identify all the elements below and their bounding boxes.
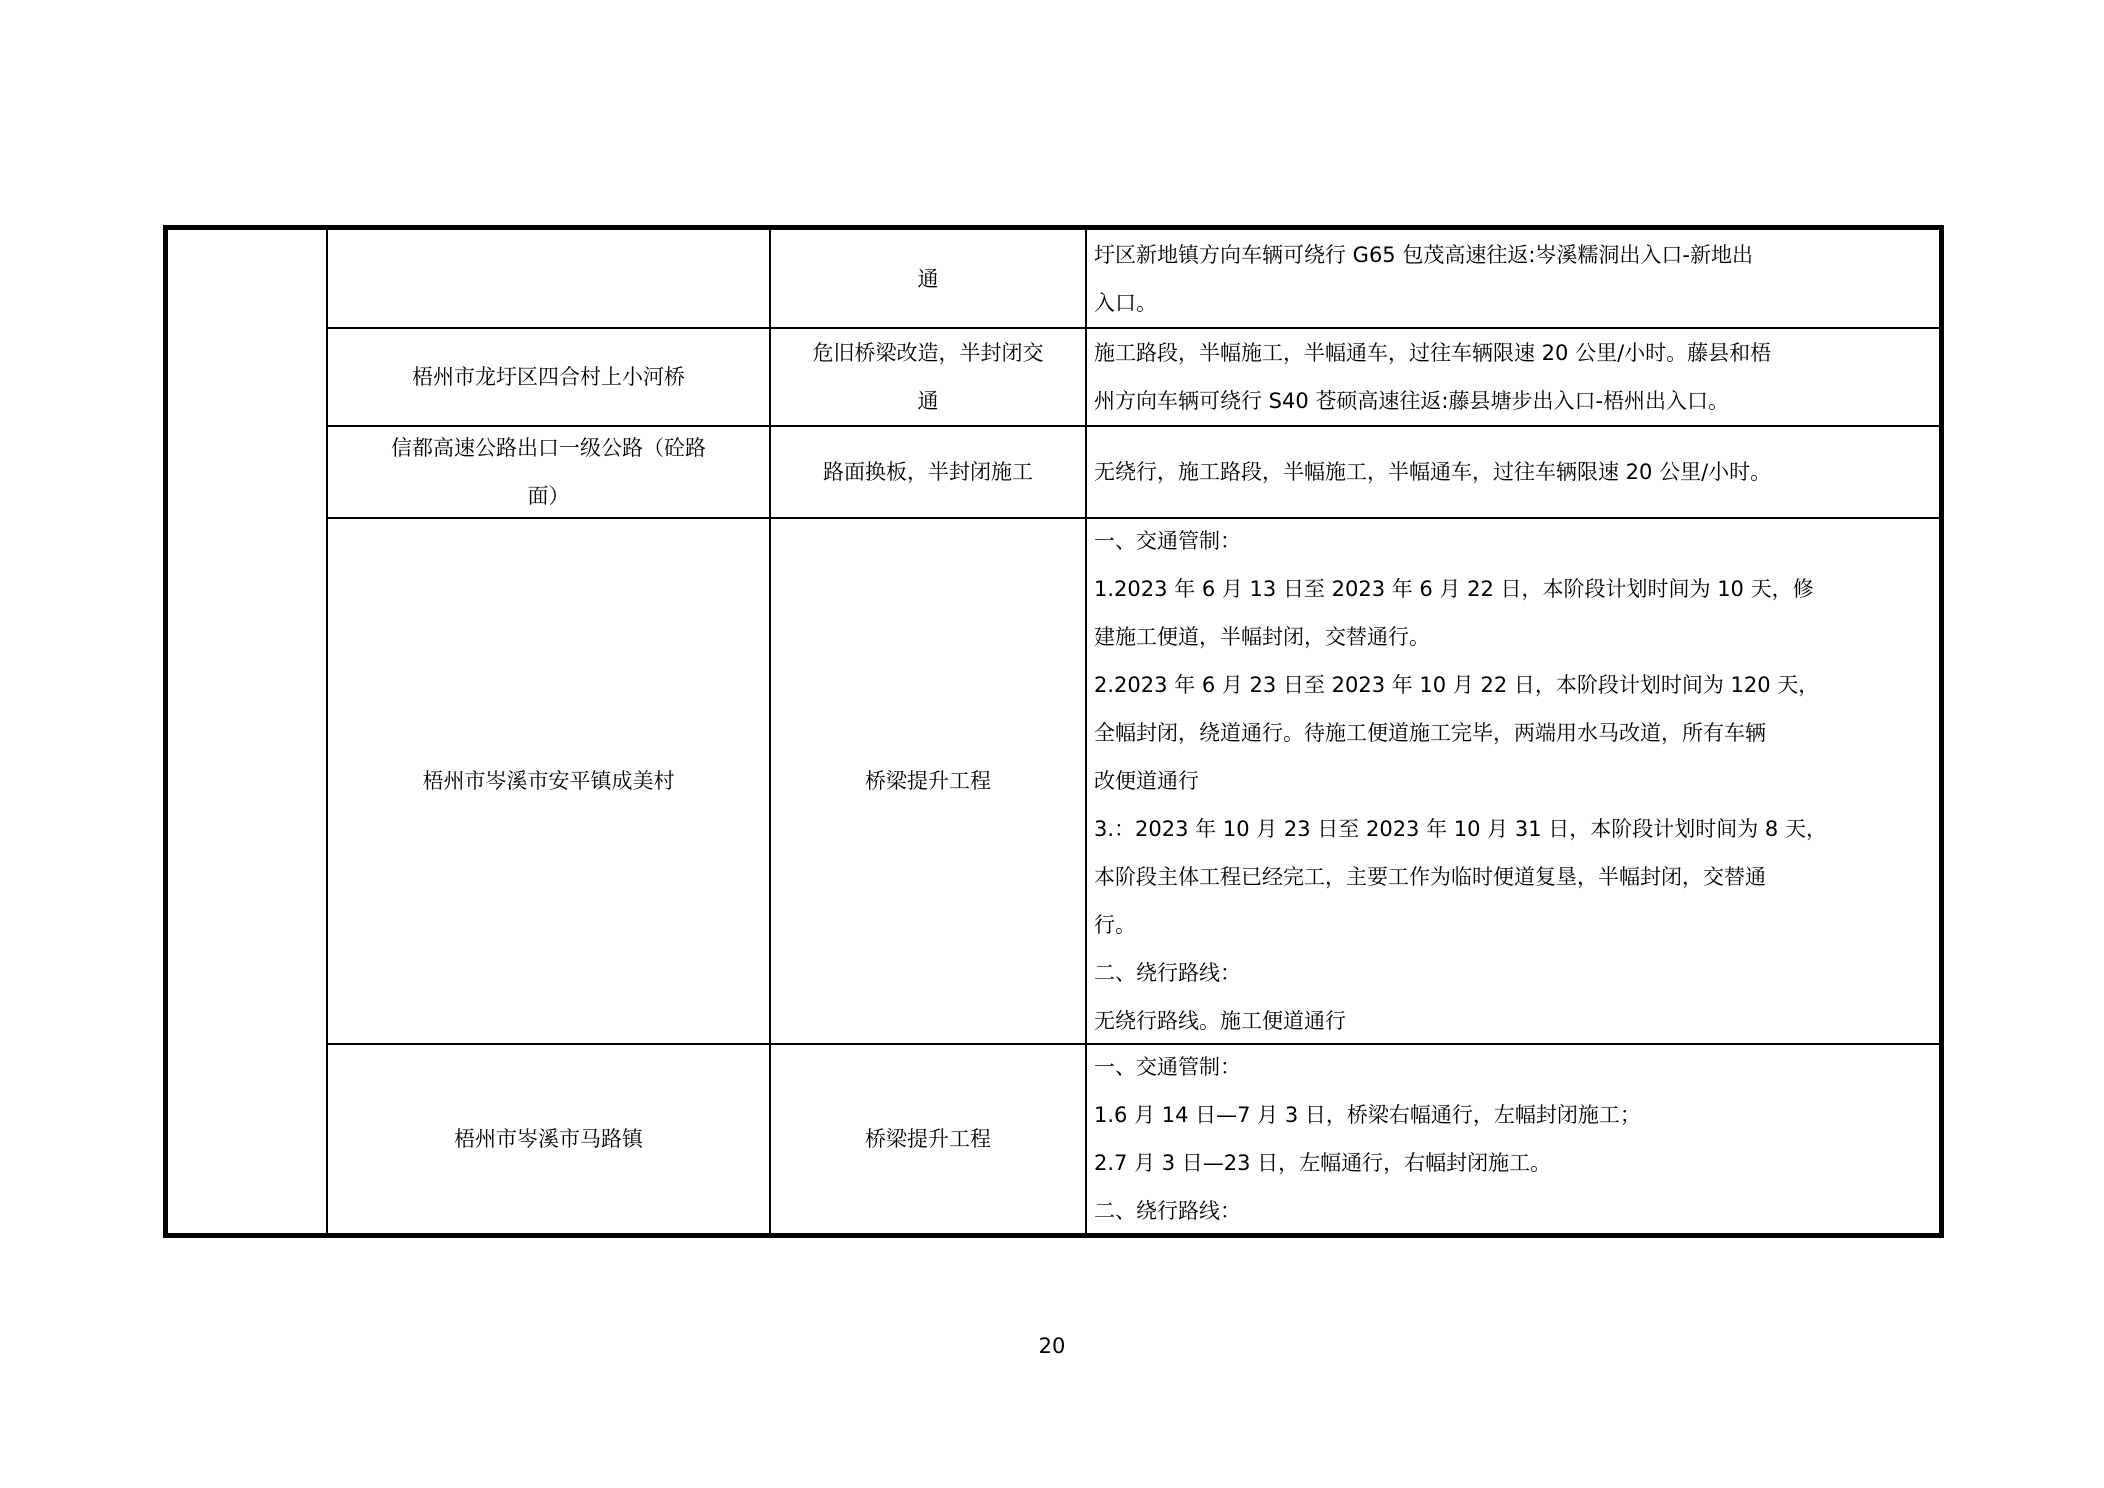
text-line: 圩区新地镇方向车辆可绕行 G65 包茂高速往返:岑溪糯洞出入口-新地出 — [1094, 242, 1753, 267]
text-line: 州方向车辆可绕行 S40 苍硕高速往返:藤县塘步出入口-梧州出入口。 — [1094, 389, 1730, 413]
text-line: 梧州市龙圩区四合村上小河桥 — [412, 365, 685, 389]
location-cell-row4 — [328, 519, 769, 1043]
location-cell-row5 — [328, 1045, 769, 1233]
location-cell-row1 — [328, 230, 769, 327]
text-line: 3.：2023 年 10 月 23 日至 2023 年 10 月 31 日，本阶段计划时间为 8 天， — [1094, 817, 1827, 841]
text-line: 一、交通管制： — [1094, 1055, 1241, 1079]
text-line: 通 — [917, 266, 939, 291]
detail-cell-row4 — [1087, 519, 1939, 1043]
page-number: 20 — [1038, 1334, 1066, 1358]
text-line: 危旧桥梁改造，半封闭交 — [812, 341, 1044, 365]
text-line: 信都高速公路出口一级公路（砼路 — [391, 436, 706, 460]
text-line: 1.2023 年 6 月 13 日至 2023 年 6 月 22 日，本阶段计划时间为 10 天，修 — [1094, 577, 1814, 601]
text-line: 无绕行，施工路段，半幅施工，半幅通车，过往车辆限速 20 公里/小时。 — [1094, 460, 1772, 484]
text-line: 入口。 — [1094, 290, 1157, 315]
work-type-cell-row3 — [771, 427, 1085, 517]
location-cell-row3 — [328, 427, 769, 517]
text-line: 二、绕行路线： — [1094, 1199, 1241, 1223]
work-type-cell-row2 — [771, 329, 1085, 425]
text-line: 一、交通管制： — [1094, 529, 1241, 553]
work-type-cell-row4 — [771, 519, 1085, 1043]
text-line: 改便道通行 — [1094, 769, 1199, 793]
region-merged-cell — [168, 230, 326, 1233]
text-line: 2.2023 年 6 月 23 日至 2023 年 10 月 22 日，本阶段计划时间为 120 天， — [1094, 673, 1820, 697]
text-line: 本阶段主体工程已经完工，主要工作为临时便道复垦，半幅封闭，交替通 — [1094, 865, 1766, 889]
text-line: 梧州市岑溪市安平镇成美村 — [422, 769, 675, 793]
text-line: 二、绕行路线： — [1094, 961, 1241, 985]
detail-cell-row5 — [1087, 1045, 1939, 1233]
detail-cell-row1 — [1087, 230, 1939, 327]
text-line: 路面换板，半封闭施工 — [823, 460, 1033, 484]
text-line: 面） — [527, 484, 570, 508]
text-line: 梧州市岑溪市马路镇 — [454, 1127, 643, 1151]
text-line: 无绕行路线。施工便道通行 — [1094, 1009, 1346, 1033]
work-type-cell-row1 — [771, 230, 1085, 327]
text-line: 通 — [917, 389, 939, 413]
text-line: 施工路段，半幅施工，半幅通车，过往车辆限速 20 公里/小时。藤县和梧 — [1094, 341, 1772, 365]
text-line: 桥梁提升工程 — [865, 769, 991, 793]
detail-cell-row2 — [1087, 329, 1939, 425]
text-line: 行。 — [1094, 913, 1136, 937]
text-line: 1.6 月 14 日—7 月 3 日，桥梁右幅通行，左幅封闭施工； — [1094, 1103, 1641, 1127]
traffic-control-table — [163, 225, 1944, 1238]
location-cell-row2 — [328, 329, 769, 425]
work-type-cell-row5 — [771, 1045, 1085, 1233]
table-grid — [168, 230, 1939, 1233]
text-line: 桥梁提升工程 — [865, 1127, 991, 1151]
text-line: 全幅封闭，绕道通行。待施工便道施工完毕，两端用水马改道，所有车辆 — [1094, 721, 1766, 745]
detail-cell-row3 — [1087, 427, 1939, 517]
text-line: 2.7 月 3 日—23 日，左幅通行，右幅封闭施工。 — [1094, 1151, 1552, 1175]
text-line: 建施工便道，半幅封闭，交替通行。 — [1094, 625, 1430, 649]
